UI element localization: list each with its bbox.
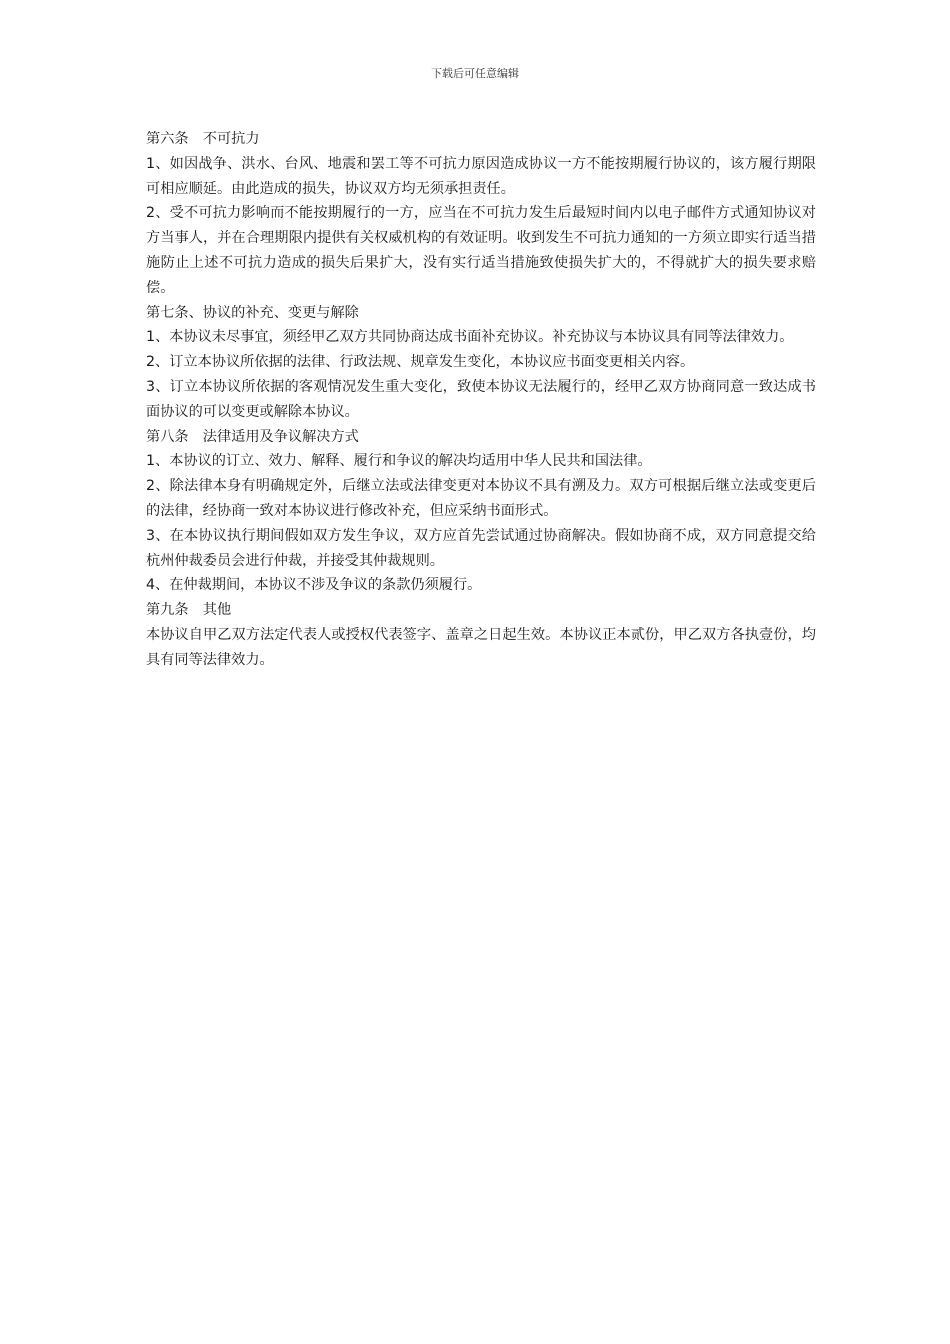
article-9 xyxy=(146,598,816,672)
article-6-clause-2: 2、受不可抗力影响而不能按期履行的一方，应当在不可抗力发生后最短时间内以电子邮件方式通知协议对方当事人，并在合理期限内提供有关权威机构的有效证明。收到发生不可抗力通知的一方须立即实行适当措施防止上述不可抗力造成的损失后果扩大，没有实行适当措施致使损失扩大的，不得就扩大的损失要求赔偿。 xyxy=(146,205,816,296)
article-6-title: 第六条 不可抗力 xyxy=(146,131,260,147)
article-8-clause-3: 3、在本协议执行期间假如双方发生争议，双方应首先尝试通过协商解决。假如协商不成，双方同意提交给杭州仲裁委员会进行仲裁，并接受其仲裁规则。 xyxy=(146,527,816,569)
page-header-note: 下载后可任意编辑 xyxy=(431,67,519,80)
article-8-clause-2: 2、除法律本身有明确规定外，后继立法或法律变更对本协议不具有溯及力。双方可根据后继立法或变更后的法律，经协商一致对本协议进行修改补充，但应采纳书面形式。 xyxy=(146,478,816,519)
article-6-clause-1: 1、如因战争、洪水、台风、地震和罢工等不可抗力原因造成协议一方不能按期履行协议的，该方履行期限可相应顺延。由此造成的损失，协议双方均无须承担责任。 xyxy=(146,155,816,197)
article-8-title: 第八条 法律适用及争议解决方式 xyxy=(146,428,359,445)
article-7-clause-1: 1、本协议未尽事宜，须经甲乙双方共同协商达成书面补充协议。补充协议与本协议具有同等法律效力。 xyxy=(146,329,794,346)
article-6 xyxy=(146,127,816,301)
article-7-title: 第七条、协议的补充、变更与解除 xyxy=(146,304,359,321)
article-8 xyxy=(146,425,816,599)
article-9-title: 第九条 其他 xyxy=(146,602,232,619)
article-8-clause-1: 1、本协议的订立、效力、解释、履行和争议的解决均适用中华人民共和国法律。 xyxy=(146,453,652,470)
article-7-clause-2: 2、订立本协议所依据的法律、行政法规、规章发生变化，本协议应书面变更相关内容。 xyxy=(146,354,695,371)
article-9-clause-1: 本协议自甲乙双方法定代表人或授权代表签字、盖章之日起生效。本协议正本贰份，甲乙双方各执壹份，均具有同等法律效力。 xyxy=(146,626,816,668)
document-body xyxy=(146,127,816,673)
article-8-clause-4: 4、在仲裁期间，本协议不涉及争议的条款仍须履行。 xyxy=(146,577,482,594)
article-7 xyxy=(146,301,816,425)
article-7-clause-3: 3、订立本协议所依据的客观情况发生重大变化，致使本协议无法履行的，经甲乙双方协商同意一致达成书面协议的可以变更或解除本协议。 xyxy=(146,378,816,420)
